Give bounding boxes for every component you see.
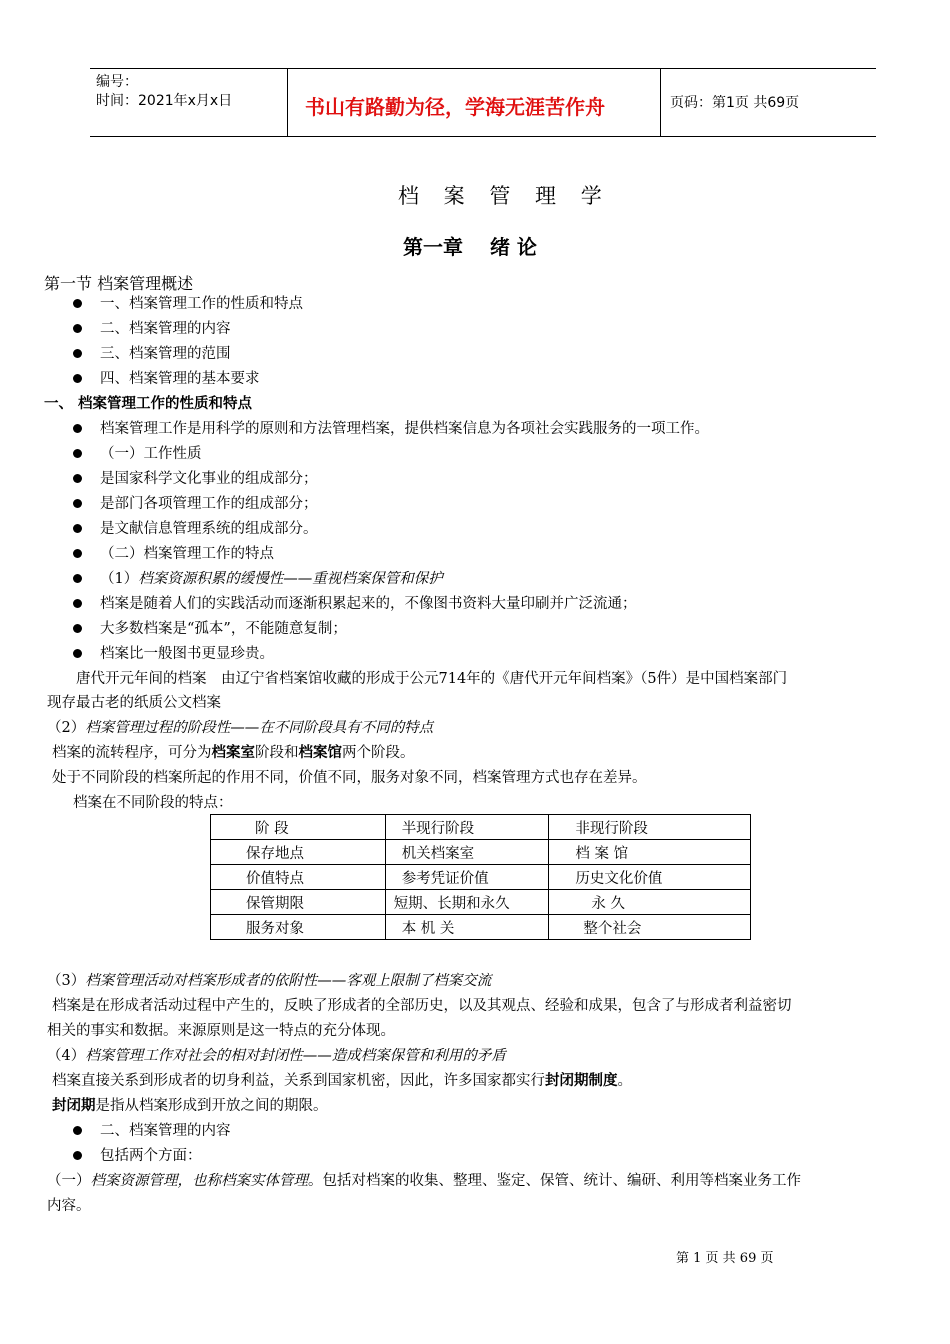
- item-italic: 档案管理活动对档案形成者的依附性——客观上限制了档案交流: [85, 973, 492, 989]
- table-cell: 短期、长期和永久: [385, 890, 549, 915]
- toc-item: 二、档案管理的内容: [100, 321, 231, 337]
- paragraph: [52, 742, 415, 764]
- bullet-text: 是文献信息管理系统的组成部分。: [100, 521, 318, 537]
- toc-item: 一、档案管理工作的性质和特点: [100, 296, 303, 312]
- bullet-text: 档案是随着人们的实践活动而逐渐积累起来的，不像图书资料大量印刷并广泛流通；: [100, 596, 637, 612]
- header-time-label: 时间：2021年x月x日: [96, 93, 233, 109]
- item-number: （2）: [47, 720, 86, 736]
- paragraph: [47, 1170, 801, 1192]
- bold-term: 封闭期: [52, 1097, 96, 1114]
- header-motto: 书山有路勤为径，学海无涯苦作舟: [305, 95, 605, 119]
- paragraph: [52, 1095, 328, 1117]
- table-cell: 保管期限: [211, 890, 386, 915]
- header-bottom-rule: [90, 136, 876, 137]
- paragraph: [47, 717, 433, 739]
- item-italic: 档案资源管理，也称档案实体管理: [90, 1173, 308, 1189]
- stages-table: [210, 814, 751, 940]
- text: 阶段和: [255, 745, 299, 761]
- bullet-dot: [73, 449, 82, 458]
- table-cell: 本 机 关: [385, 915, 549, 940]
- bullet-dot: [73, 1151, 82, 1160]
- page-footer: 第 1 页 共 69 页: [676, 1251, 774, 1266]
- table-row: [211, 840, 751, 865]
- paragraph: 唐代开元年间的档案 由辽宁省档案馆收藏的形成于公元714年的《唐代开元年间档案》（5件）是中国档案部门: [76, 671, 788, 687]
- bold-term: 封闭期制度: [545, 1072, 618, 1089]
- bullet-text: 包括两个方面：: [100, 1148, 202, 1164]
- text: 是指从档案形成到开放之间的期限。: [95, 1098, 328, 1114]
- bullet-text: 是部门各项管理工作的组成部分；: [100, 496, 318, 512]
- bullet-text: 档案比一般图书更显珍贵。: [100, 646, 274, 662]
- table-cell: 参考凭证价值: [385, 865, 549, 890]
- paragraph: [52, 1070, 632, 1092]
- bullet-text: 二、档案管理的内容: [100, 1123, 231, 1139]
- item-italic: 档案资源积累的缓慢性——重视档案保管和保护: [138, 571, 443, 587]
- paragraph: [47, 1045, 506, 1067]
- header-divider-right: [660, 68, 661, 136]
- document-title: 档 案 管 理 学: [398, 184, 611, 208]
- bullet-dot: [73, 524, 82, 533]
- item-number: （一）: [47, 1173, 91, 1189]
- bullet-text: 大多数档案是“孤本”，不能随意复制；: [100, 621, 347, 637]
- text: 档案的流转程序，可分为: [52, 745, 212, 761]
- item-italic: 档案管理过程的阶段性——在不同阶段具有不同的特点: [85, 720, 434, 736]
- bullet-dot: [73, 624, 82, 633]
- table-row: [211, 865, 751, 890]
- bold-term: 档案馆: [298, 744, 342, 761]
- item-italic: 档案管理工作对社会的相对封闭性——造成档案保管和利用的矛盾: [85, 1048, 506, 1064]
- item-number: （4）: [47, 1048, 86, 1064]
- table-cell: 阶 段: [211, 815, 386, 840]
- table-cell: 永 久: [549, 890, 751, 915]
- table-cell: 档 案 馆: [549, 840, 751, 865]
- paragraph: 档案是在形成者活动过程中产生的，反映了形成者的全部历史，以及其观点、经验和成果，包含了与形成者利益密切: [52, 998, 792, 1014]
- bullet-dot: [73, 324, 82, 333]
- table-cell: 非现行阶段: [549, 815, 751, 840]
- bullet-dot: [73, 649, 82, 658]
- table-cell: 整个社会: [549, 915, 751, 940]
- bullet-dot: [73, 299, 82, 308]
- bullet-text: [100, 568, 443, 590]
- toc-item: 四、档案管理的基本要求: [100, 371, 260, 387]
- header-divider-left: [287, 68, 288, 136]
- bullet-dot: [73, 424, 82, 433]
- text: 档案直接关系到形成者的切身利益，关系到国家机密，因此，许多国家都实行: [52, 1073, 545, 1089]
- section-heading: 第一节 档案管理概述: [44, 274, 194, 293]
- bullet-text: （一）工作性质: [100, 446, 202, 462]
- header-number-label: 编号：: [96, 74, 138, 90]
- bullet-text: （二）档案管理工作的特点: [100, 546, 274, 562]
- bullet-text: 是国家科学文化事业的组成部分；: [100, 471, 318, 487]
- header-top-rule: [90, 68, 876, 69]
- table-cell: 机关档案室: [385, 840, 549, 865]
- bold-term: 档案室: [211, 744, 255, 761]
- bullet-dot: [73, 349, 82, 358]
- bullet-dot: [73, 574, 82, 583]
- text: 。包括对档案的收集、整理、鉴定、保管、统计、编研、利用等档案业务工作: [308, 1173, 801, 1189]
- bullet-dot: [73, 499, 82, 508]
- heading-nature: 一、 档案管理工作的性质和特点: [44, 395, 253, 412]
- paragraph: 现存最古老的纸质公文档案: [47, 695, 221, 711]
- table-cell: 服务对象: [211, 915, 386, 940]
- item-number: （3）: [47, 973, 86, 989]
- paragraph: 处于不同阶段的档案所起的作用不同，价值不同，服务对象不同，档案管理方式也存在差异。: [52, 770, 647, 786]
- chapter-heading: 第一章 绪 论: [403, 235, 537, 259]
- table-row: [211, 815, 751, 840]
- table-row: [211, 890, 751, 915]
- table-cell: 历史文化价值: [549, 865, 751, 890]
- header-page-info: 页码：第1页 共69页: [670, 95, 800, 111]
- table-cell: 保存地点: [211, 840, 386, 865]
- text: 。: [617, 1073, 632, 1089]
- bullet-text: 档案管理工作是用科学的原则和方法管理档案，提供档案信息为各项社会实践服务的一项工作。: [100, 421, 709, 437]
- bullet-dot: [73, 374, 82, 383]
- table-row: [211, 915, 751, 940]
- bullet-dot: [73, 1126, 82, 1135]
- paragraph: 内容。: [47, 1198, 91, 1214]
- bullet-dot: [73, 474, 82, 483]
- bullet-dot: [73, 549, 82, 558]
- paragraph: [47, 970, 491, 992]
- text: 两个阶段。: [342, 745, 415, 761]
- paragraph: 档案在不同阶段的特点：: [73, 795, 233, 811]
- item-number: （1）: [100, 571, 139, 587]
- bullet-dot: [73, 599, 82, 608]
- paragraph: 相关的事实和数据。来源原则是这一特点的充分体现。: [47, 1023, 395, 1039]
- table-cell: 半现行阶段: [385, 815, 549, 840]
- table-cell: 价值特点: [211, 865, 386, 890]
- toc-item: 三、档案管理的范围: [100, 346, 231, 362]
